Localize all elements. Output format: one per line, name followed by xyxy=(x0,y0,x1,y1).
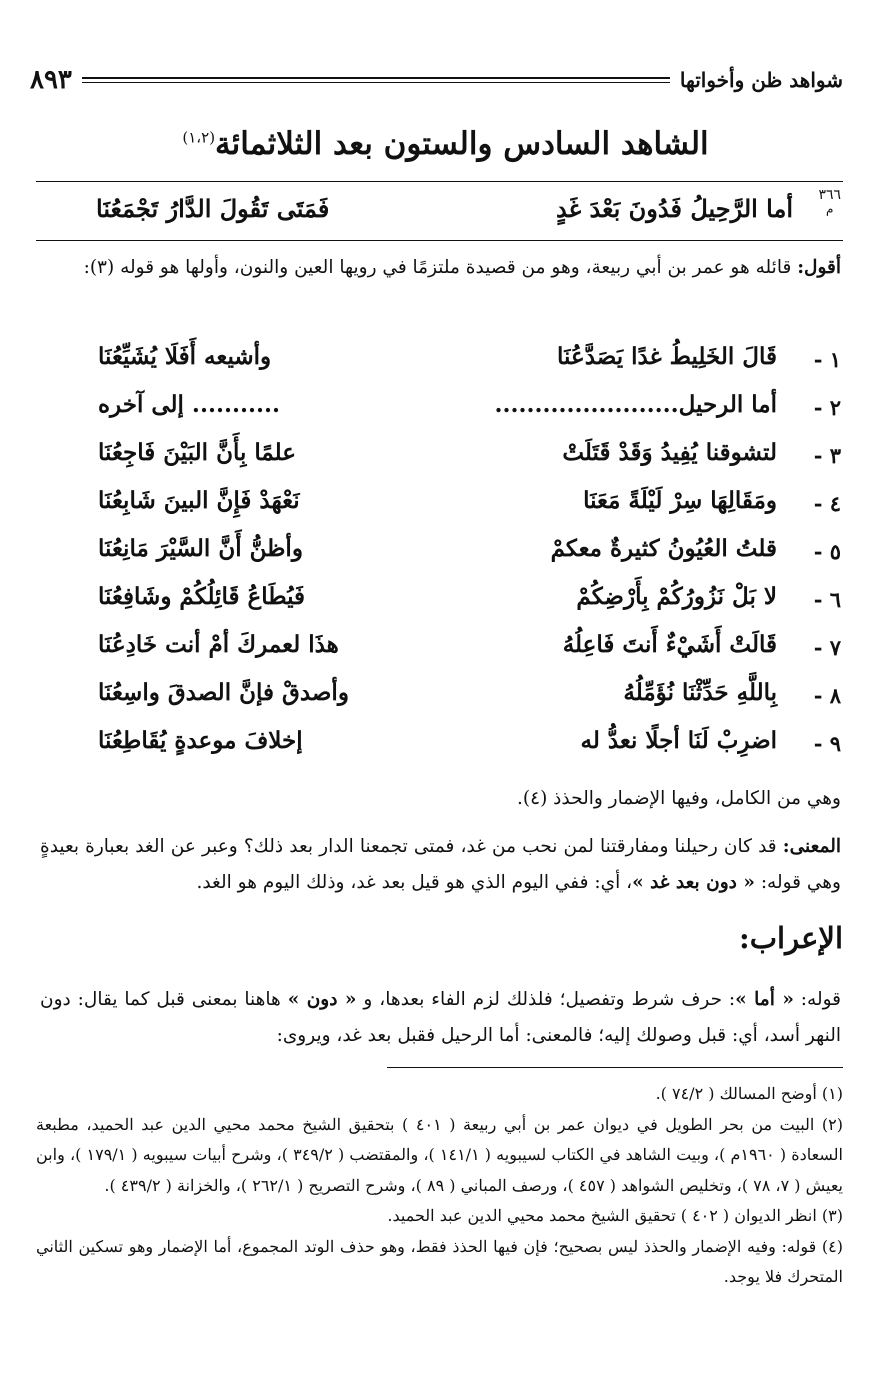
poem-hemistich-second: وأشيعه أَفَلَا يُشَيِّعُنَا xyxy=(98,343,272,370)
footnotes xyxy=(36,1079,843,1293)
poem-hemistich-first: ومَقَالِهَا سِرْ لَيْلَةً مَعَنَا xyxy=(583,487,777,514)
poem-line xyxy=(40,485,841,533)
page-number: ٨٩٣ xyxy=(30,65,72,95)
witness-mark: م xyxy=(826,202,834,216)
poem-hemistich-first: بِاللَّهِ حَدِّثْنَا نُؤَمِّلُهُ xyxy=(623,679,777,706)
meaning-quote: « دون بعد غد » xyxy=(632,872,755,893)
section-footnote-ref: (١،٢) xyxy=(182,128,216,147)
irab-text-2: : حرف شرط وتفصيل؛ فلذلك لزم الفاء بعدها، و xyxy=(363,989,736,1010)
meaning-paragraph xyxy=(40,829,841,901)
meaning-label: المعنى: xyxy=(782,836,841,857)
poem-hemistich-first: قَالَتْ أَشَيْءٌ أَنتَ فَاعِلُهُ xyxy=(562,631,777,658)
irab-paragraph xyxy=(40,982,841,1054)
section-title-text: الشاهد السادس والستون بعد الثلاثمائة xyxy=(215,126,709,162)
poem-hemistich-first: اضرِبْ لَنَا أجلًا نعدُّ له xyxy=(580,727,777,754)
footnote: (٤) قوله: وفيه الإضمار والحذذ ليس بصحيح؛ فإن فيها الحذذ فقط، وهو حذف الوتد المجموع، أما الإضمار وهو تسكين الثاني المتحرك فلا يوجد. xyxy=(36,1236,843,1286)
poem-line xyxy=(40,341,841,389)
intro-paragraph xyxy=(40,250,841,286)
footnote-separator xyxy=(387,1067,843,1068)
irab-text-3: هاهنا بمعنى قبل كما يقال: دون النهر أسد، أي: قبل وصولك إليه؛ فالمعنى: أما الرحيل فقبل بعد غد، ويروى: xyxy=(40,989,841,1046)
poem-line-number: ٧ - xyxy=(813,635,841,660)
footnote: (٣) انظر الديوان ( ٤٠٢ ) تحقيق الشيخ محمد محيي الدين عبد الحميد. xyxy=(387,1206,843,1225)
poem xyxy=(40,341,841,773)
poem-line-number: ٦ - xyxy=(813,587,841,612)
poem-line-number: ٣ - xyxy=(813,443,841,468)
poem-line-number: ٩ - xyxy=(813,731,841,756)
poem-hemistich-second: إخلافَ موعدةٍ يُقَاطِعُنَا xyxy=(98,727,303,754)
poem-hemistich-second: نَعْهَدْ فَإِنَّ البينَ شَابِعُنَا xyxy=(98,487,300,514)
poem-hemistich-second: علمًا بِأَنَّ البَيْنَ فَاجِعُنَا xyxy=(98,439,297,466)
poem-hemistich-second: هذَا لعمركَ أمْ أنت خَادِعُنَا xyxy=(98,631,339,658)
poem-line xyxy=(40,437,841,485)
poem-line-number: ٨ - xyxy=(813,683,841,708)
poem-line xyxy=(40,389,841,437)
irab-heading: الإعراب: xyxy=(739,921,843,955)
poem-hemistich-second: ........... إلى آخره xyxy=(98,391,281,418)
poem-hemistich-second: فَيُطَاعُ قَائِلُكُمْ وشَافِعُنَا xyxy=(98,583,305,610)
poem-hemistich-second: وأصدقْ فإنَّ الصدقَ واسِعُنَا xyxy=(98,679,349,706)
witness-number xyxy=(818,188,841,216)
witness-hemistich-second: فَمَتَى تَقُولَ الدَّارُ تَجْمَعُنَا xyxy=(96,194,330,223)
poem-line-number: ٤ - xyxy=(813,491,841,516)
intro-label: أقول: xyxy=(797,257,841,278)
meaning-text-a: قد كان رحيلنا ومفارقتنا لمن نحب من غد، فمتى تجمعنا الدار بعد ذلك؟ وعبر عن الغد بعبارة بعيدةٍ وهي قوله: xyxy=(40,836,841,893)
section-title xyxy=(0,126,891,162)
poem-line-number: ١ - xyxy=(813,347,841,372)
poem-line xyxy=(40,677,841,725)
poem-line xyxy=(40,629,841,677)
irab-quote-1: « أما » xyxy=(735,989,794,1010)
poem-line xyxy=(40,533,841,581)
irab-text-1: قوله: xyxy=(800,989,841,1010)
poem-line xyxy=(40,581,841,629)
running-header xyxy=(30,62,843,98)
meaning-text-b: ، أي: ففي اليوم الذي هو قيل بعد غد، وذلك اليوم هو الغد. xyxy=(196,872,633,893)
meter-text: وهي من الكامل، وفيها الإضمار والحذذ (٤). xyxy=(517,788,841,809)
meter-note xyxy=(40,781,841,817)
poem-hemistich-first: قلتُ العُيُونُ كثيرةٌ معكمْ xyxy=(550,535,777,562)
poem-hemistich-second: وأظنُّ أَنَّ السَّيْرَ مَانِعُنَا xyxy=(98,535,303,562)
footnote: (١) أوضح المسالك ( ٧٤/٢ ). xyxy=(655,1084,843,1103)
poem-hemistich-first: لتشوقنا يُفِيدُ وَقَدْ قَتَلَتْ xyxy=(562,439,777,466)
poem-hemistich-first: قَالَ الخَلِيطُ غدًا يَصَدَّعُنَا xyxy=(557,343,777,370)
intro-text: قائله هو عمر بن أبي ربيعة، وهو من قصيدة ملتزمًا في رويها العين والنون، وأولها هو قوله (٣): xyxy=(83,257,792,278)
irab-quote-2: « دون » xyxy=(287,989,357,1010)
poem-hemistich-first: لا بَلْ نَزُورُكُمْ بِأَرْضِكُمْ xyxy=(576,583,777,610)
poem-line-number: ٥ - xyxy=(813,539,841,564)
running-title: شواهد ظن وأخواتها xyxy=(679,68,843,92)
witness-number-text: ٣٦٦ xyxy=(818,187,841,203)
poem-line xyxy=(40,725,841,773)
witness-hemistich-first: أما الرَّحِيلُ فَدُونَ بَعْدَ غَدٍ xyxy=(555,194,793,223)
witness-verse xyxy=(36,181,843,241)
poem-line-number: ٢ - xyxy=(813,395,841,420)
poem-hemistich-first: أما الرحيل....................... xyxy=(494,391,777,418)
footnote: (٢) البيت من بحر الطويل في ديوان عمر بن أبي ربيعة ( ٤٠١ ) بتحقيق الشيخ محمد محيي الدين عبد الحميد، مطبعة السعادة ( ١٩٦٠م )، وبيت الشاهد في الكتاب لسيبويه ( ١٤١/١ )، والمقتضب ( ٣٤٩/٢ )، وشرح أبيات سيبويه ( ١٧٩/١ )، وابن يعيش ( ٧، ٧٨ )، وتخليص الشواهد ( ٤٥٧ )، ورصف المباني ( ٨٩ )، وشرح التصريح ( ٢٦٢/١ )، والخزانة ( ٤٣٩/٢ ). xyxy=(36,1114,844,1195)
header-rule xyxy=(82,77,670,83)
